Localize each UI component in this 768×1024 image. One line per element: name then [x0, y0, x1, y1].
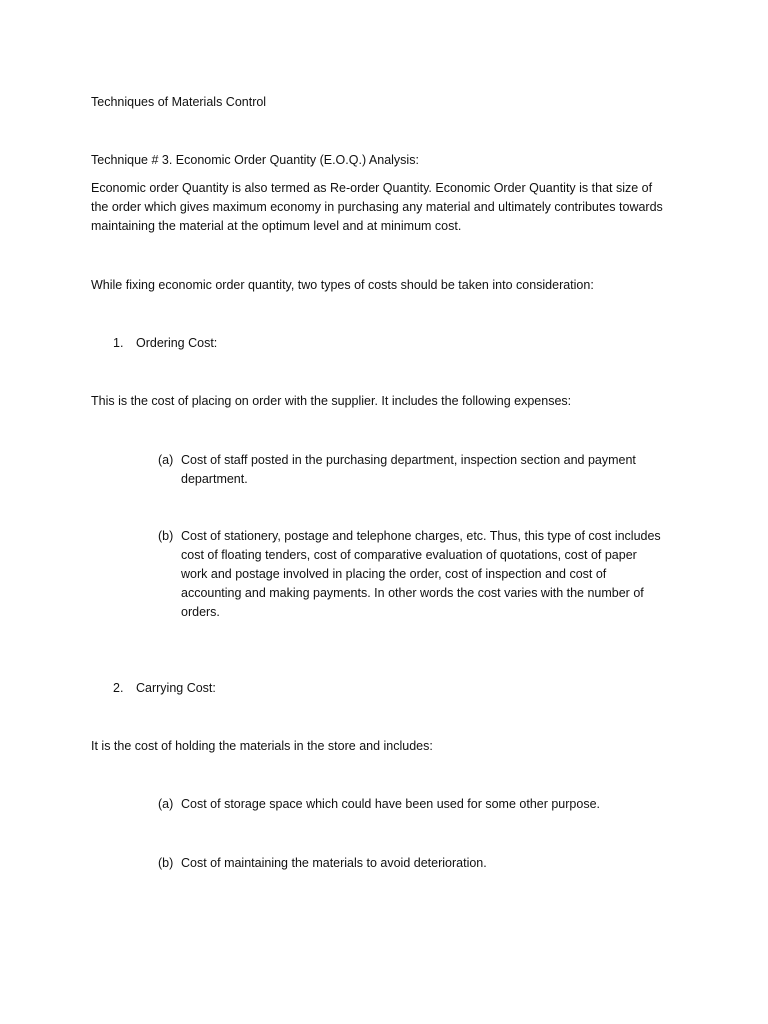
item-line: cost of floating tenders, cost of comparative evaluation of quotations, cost of paper	[181, 548, 637, 562]
ordering-cost-description: This is the cost of placing on order with the supplier. It includes the following expenses:	[91, 394, 572, 408]
item-line: Cost of staff posted in the purchasing department, inspection section and payment	[181, 453, 636, 467]
item-line: orders.	[181, 605, 220, 619]
item-marker: (a)	[158, 797, 174, 811]
list-number: 2.	[113, 681, 124, 695]
item-line: work and postage involved in placing the order, cost of inspection and cost of	[181, 567, 607, 581]
item-text: Cost of storage space which could have been used for some other purpose.	[181, 797, 601, 811]
intro-line: maintaining the material at the optimum level and at minimum cost.	[91, 219, 462, 233]
item-line: Cost of stationery, postage and telephone charges, etc. Thus, this type of cost includes	[181, 529, 661, 543]
list-number: 1.	[113, 336, 124, 350]
item-marker: (a)	[158, 453, 174, 467]
intro-line: the order which gives maximum economy in purchasing any material and ultimately contributes towards	[91, 200, 663, 214]
item-line: department.	[181, 472, 248, 486]
technique-heading: Technique # 3. Economic Order Quantity (E.O.Q.) Analysis:	[91, 153, 419, 167]
item-text: Cost of maintaining the materials to avoid deterioration.	[181, 856, 487, 870]
document-title: Techniques of Materials Control	[91, 95, 267, 109]
ordering-cost-heading: Ordering Cost:	[136, 336, 218, 350]
carrying-cost-description: It is the cost of holding the materials in the store and includes:	[91, 739, 433, 753]
costs-intro: While fixing economic order quantity, two types of costs should be taken into consideration:	[91, 278, 594, 292]
item-line: accounting and making payments. In other words the cost varies with the number of	[181, 586, 644, 600]
intro-paragraph	[91, 179, 663, 236]
item-marker: (b)	[158, 856, 174, 870]
item-marker: (b)	[158, 529, 174, 543]
item-text	[181, 527, 661, 622]
item-text	[181, 451, 636, 489]
carrying-cost-heading: Carrying Cost:	[136, 681, 216, 695]
intro-line: Economic order Quantity is also termed as Re-order Quantity. Economic Order Quantity is that size of	[91, 181, 653, 195]
